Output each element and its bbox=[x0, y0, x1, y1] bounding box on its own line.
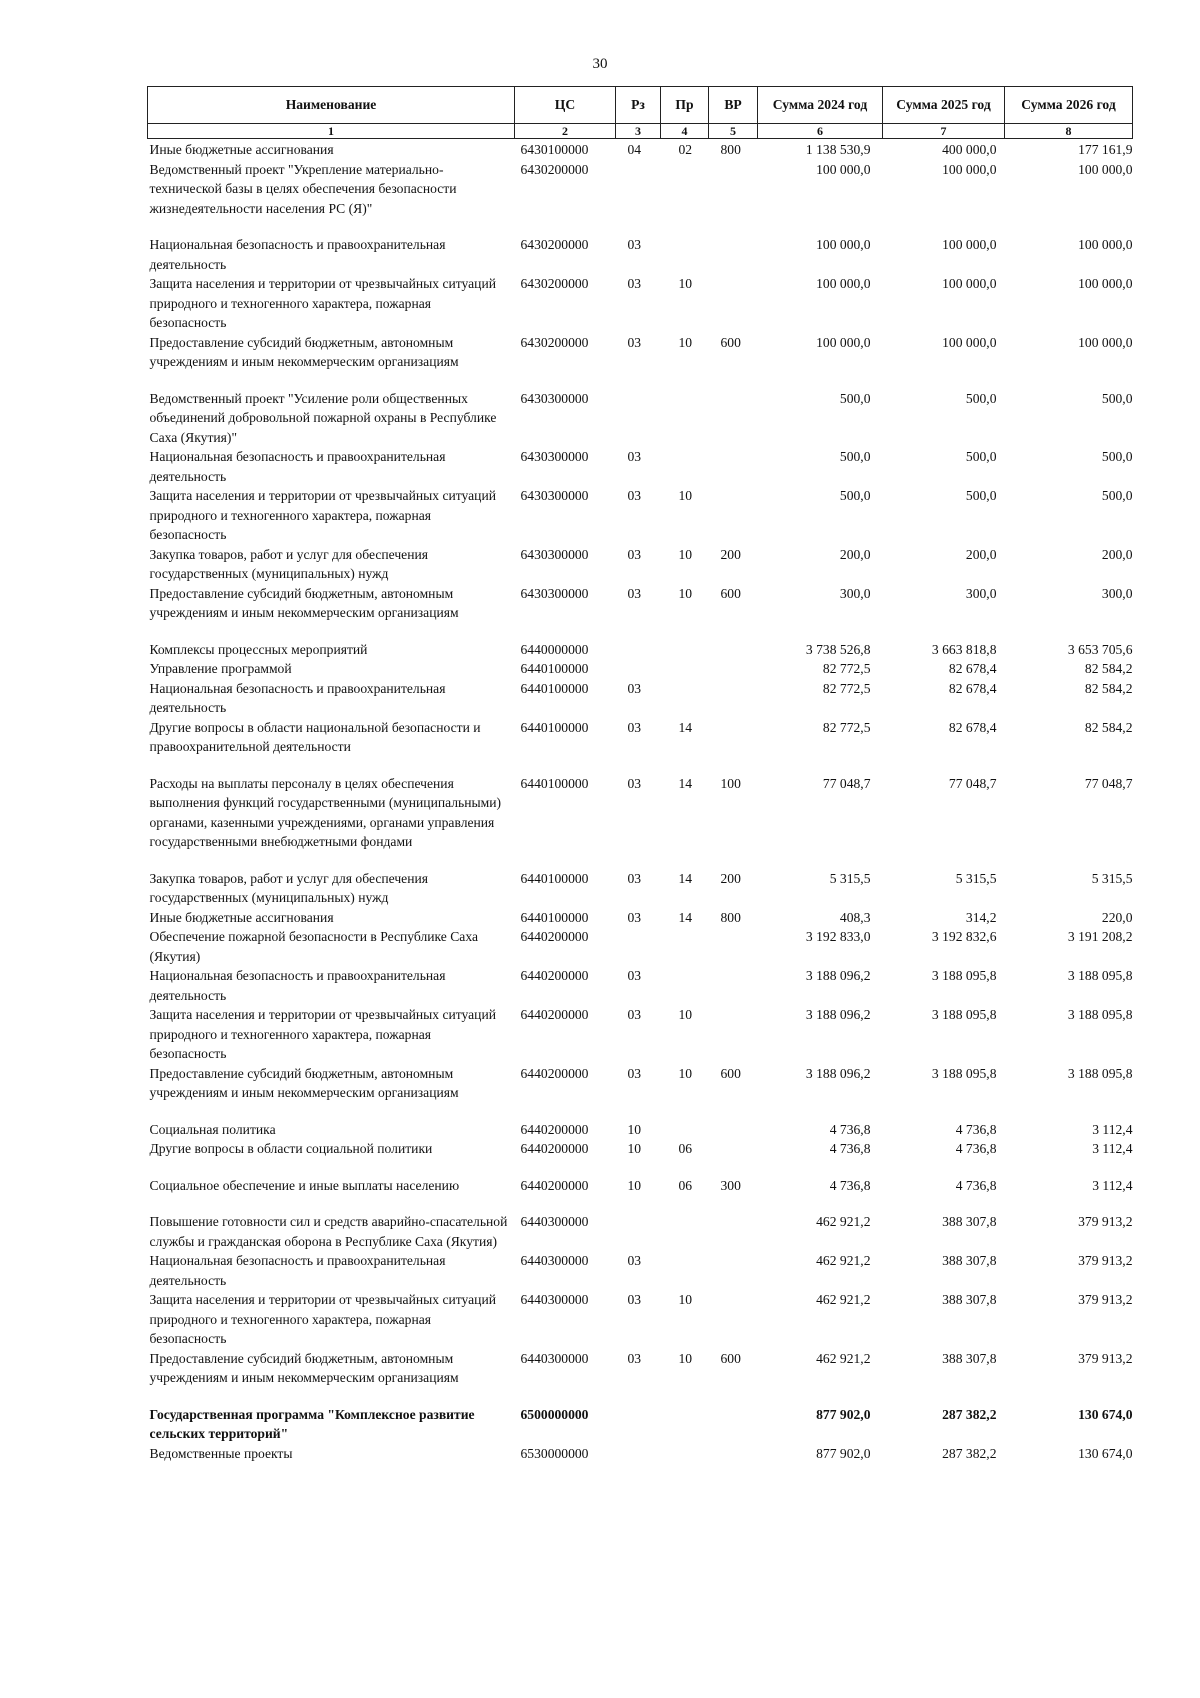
table-row bbox=[148, 869, 1133, 908]
row-sum-2025: 400 000,0 bbox=[942, 142, 997, 157]
row-cs: 6430300000 bbox=[520, 585, 589, 601]
row-rz: 03 bbox=[627, 719, 642, 735]
row-sum-2024: 5 315,5 bbox=[829, 870, 871, 886]
row-sum-2026: 3 188 095,8 bbox=[1067, 1065, 1133, 1081]
table-row bbox=[148, 1064, 1133, 1120]
row-sum-2024: 877 902,0 bbox=[816, 1445, 871, 1461]
row-name: Социальное обеспечение и иные выплаты населению bbox=[149, 1177, 460, 1193]
row-sum-2026: 3 653 705,6 bbox=[1067, 641, 1133, 657]
table-row bbox=[148, 235, 1133, 274]
row-sum-2025: 500,0 bbox=[965, 390, 997, 406]
row-vr bbox=[709, 1251, 758, 1290]
row-sum-2024: 100 000,0 bbox=[816, 237, 871, 252]
row-sum-2025: 5 315,5 bbox=[955, 870, 997, 886]
row-vr: 200 bbox=[720, 546, 741, 562]
row-sum-2026: 82 584,2 bbox=[1084, 719, 1133, 735]
row-pr: 10 bbox=[678, 585, 693, 601]
row-pr bbox=[661, 1444, 709, 1464]
row-vr bbox=[709, 1139, 758, 1176]
row-name: Национальная безопасность и правоохранительная деятельность bbox=[149, 449, 446, 484]
row-pr bbox=[661, 927, 709, 966]
col-header-pr: Пр bbox=[661, 87, 709, 124]
row-vr: 600 bbox=[720, 334, 741, 350]
row-rz: 03 bbox=[627, 585, 642, 601]
row-sum-2025: 3 188 095,8 bbox=[931, 968, 997, 983]
row-cs: 6440200000 bbox=[520, 929, 589, 944]
table-row bbox=[148, 1212, 1133, 1251]
row-sum-2024: 200,0 bbox=[839, 546, 871, 562]
col-header-sum-2024: Сумма 2024 год bbox=[758, 87, 883, 124]
row-sum-2025: 100 000,0 bbox=[942, 237, 997, 252]
row-vr bbox=[709, 640, 758, 660]
row-sum-2026: 379 913,2 bbox=[1078, 1214, 1133, 1229]
row-rz: 03 bbox=[627, 1350, 642, 1366]
row-rz: 03 bbox=[627, 1065, 642, 1081]
table-row bbox=[148, 1349, 1133, 1405]
row-cs: 6440100000 bbox=[520, 909, 589, 925]
table-row bbox=[148, 1139, 1133, 1176]
row-cs: 6440300000 bbox=[520, 1350, 589, 1366]
row-rz: 03 bbox=[627, 488, 642, 503]
row-sum-2024: 4 736,8 bbox=[829, 1141, 871, 1156]
row-pr: 10 bbox=[678, 1007, 693, 1022]
row-name: Предоставление субсидий бюджетным, автономным учреждениям и иным некоммерческим организациям bbox=[149, 585, 459, 620]
row-name: Национальная безопасность и правоохранительная деятельность bbox=[149, 1253, 446, 1288]
row-sum-2025: 100 000,0 bbox=[942, 161, 997, 177]
row-sum-2025: 388 307,8 bbox=[942, 1214, 997, 1229]
row-vr: 100 bbox=[720, 775, 741, 791]
row-cs: 6430300000 bbox=[520, 449, 589, 464]
table-row bbox=[148, 1405, 1133, 1444]
row-rz bbox=[616, 389, 661, 448]
table-row bbox=[148, 1005, 1133, 1064]
row-sum-2025: 4 736,8 bbox=[955, 1121, 997, 1137]
row-rz: 03 bbox=[627, 870, 642, 886]
row-name: Предоставление субсидий бюджетным, автономным учреждениям и иным некоммерческим организациям bbox=[149, 334, 459, 369]
row-pr bbox=[661, 659, 709, 679]
col-number: 7 bbox=[883, 124, 1005, 139]
col-number: 5 bbox=[709, 124, 758, 139]
row-rz: 03 bbox=[627, 909, 642, 925]
row-cs: 6440300000 bbox=[520, 1253, 589, 1268]
row-rz bbox=[616, 160, 661, 236]
table-row bbox=[148, 447, 1133, 486]
row-sum-2026: 130 674,0 bbox=[1078, 1445, 1133, 1461]
row-sum-2025: 3 192 832,6 bbox=[931, 929, 997, 944]
row-rz: 03 bbox=[627, 237, 642, 252]
row-sum-2025: 3 188 095,8 bbox=[931, 1007, 997, 1022]
row-sum-2024: 100 000,0 bbox=[816, 276, 871, 291]
table-body bbox=[148, 139, 1133, 1464]
row-sum-2024: 462 921,2 bbox=[816, 1253, 871, 1268]
table-row bbox=[148, 1444, 1133, 1464]
row-sum-2025: 200,0 bbox=[965, 546, 997, 562]
row-name: Расходы на выплаты персоналу в целях обеспечения выполнения функций государственными (муниципальными) органами, казенными учреждениями, органами управления государственными внебюджетными фондами bbox=[149, 775, 502, 849]
row-name: Предоставление субсидий бюджетным, автономным учреждениям и иным некоммерческим организациям bbox=[149, 1065, 459, 1100]
row-rz: 03 bbox=[627, 1292, 642, 1307]
row-name: Комплексы процессных мероприятий bbox=[149, 641, 368, 657]
row-sum-2026: 177 161,9 bbox=[1078, 142, 1133, 157]
table-row bbox=[148, 139, 1133, 160]
row-pr: 14 bbox=[678, 719, 693, 735]
row-cs: 6440100000 bbox=[520, 719, 589, 735]
row-sum-2024: 4 736,8 bbox=[829, 1177, 871, 1193]
row-sum-2024: 4 736,8 bbox=[829, 1121, 871, 1137]
row-sum-2026: 3 188 095,8 bbox=[1067, 1007, 1133, 1022]
row-sum-2024: 77 048,7 bbox=[822, 775, 871, 791]
row-sum-2024: 408,3 bbox=[839, 909, 871, 925]
row-pr bbox=[661, 389, 709, 448]
row-pr bbox=[661, 640, 709, 660]
row-pr bbox=[661, 1405, 709, 1444]
row-vr bbox=[709, 447, 758, 486]
row-sum-2024: 3 188 096,2 bbox=[805, 968, 871, 983]
row-sum-2025: 287 382,2 bbox=[942, 1445, 997, 1461]
row-vr bbox=[709, 1005, 758, 1064]
row-vr bbox=[709, 966, 758, 1005]
row-sum-2025: 388 307,8 bbox=[942, 1253, 997, 1268]
row-sum-2024: 500,0 bbox=[839, 488, 871, 503]
row-sum-2024: 877 902,0 bbox=[816, 1406, 871, 1422]
row-sum-2026: 379 913,2 bbox=[1078, 1253, 1133, 1268]
row-cs: 6440100000 bbox=[520, 661, 589, 676]
row-pr bbox=[661, 679, 709, 718]
row-pr: 02 bbox=[678, 142, 693, 157]
row-sum-2025: 500,0 bbox=[965, 449, 997, 464]
row-sum-2024: 3 188 096,2 bbox=[805, 1007, 871, 1022]
table-row bbox=[148, 584, 1133, 640]
col-number: 6 bbox=[758, 124, 883, 139]
row-sum-2024: 300,0 bbox=[839, 585, 871, 601]
row-name: Национальная безопасность и правоохранительная деятельность bbox=[149, 968, 446, 1003]
table-row bbox=[148, 679, 1133, 718]
row-sum-2026: 82 584,2 bbox=[1084, 661, 1133, 676]
row-name: Национальная безопасность и правоохранительная деятельность bbox=[149, 680, 446, 715]
row-sum-2026: 300,0 bbox=[1101, 585, 1133, 601]
row-cs: 6440200000 bbox=[520, 968, 589, 983]
row-cs: 6440100000 bbox=[520, 870, 589, 886]
row-sum-2024: 82 772,5 bbox=[822, 680, 871, 696]
row-cs: 6430100000 bbox=[520, 142, 589, 157]
row-cs: 6430300000 bbox=[520, 546, 589, 562]
col-header-cs: ЦС bbox=[515, 87, 616, 124]
row-sum-2024: 3 738 526,8 bbox=[805, 641, 871, 657]
row-sum-2026: 77 048,7 bbox=[1084, 775, 1133, 791]
table-row bbox=[148, 927, 1133, 966]
row-rz bbox=[616, 640, 661, 660]
row-sum-2024: 3 192 833,0 bbox=[805, 929, 871, 944]
row-name: Ведомственный проект "Усиление роли общественных объединений добровольной пожарной охраны в Республике Саха (Якутия)" bbox=[149, 390, 497, 445]
col-header-rz: Рз bbox=[616, 87, 661, 124]
row-rz: 03 bbox=[627, 449, 642, 464]
row-sum-2025: 4 736,8 bbox=[955, 1177, 997, 1193]
row-pr: 10 bbox=[678, 276, 693, 291]
row-vr bbox=[709, 1120, 758, 1140]
row-name: Предоставление субсидий бюджетным, автономным учреждениям и иным некоммерческим организациям bbox=[149, 1350, 459, 1385]
column-number-row bbox=[148, 124, 1133, 139]
table-row bbox=[148, 774, 1133, 869]
row-sum-2026: 379 913,2 bbox=[1078, 1350, 1133, 1366]
row-sum-2026: 500,0 bbox=[1101, 449, 1133, 464]
table-row bbox=[148, 486, 1133, 545]
row-name: Повышение готовности сил и средств аварийно-спасательной службы и гражданская оборона в Республике Саха (Якутия) bbox=[149, 1214, 508, 1249]
row-vr bbox=[709, 1444, 758, 1464]
row-sum-2026: 100 000,0 bbox=[1078, 161, 1133, 177]
row-sum-2025: 500,0 bbox=[965, 488, 997, 503]
row-sum-2024: 3 188 096,2 bbox=[805, 1065, 871, 1081]
row-vr bbox=[709, 160, 758, 236]
row-vr: 600 bbox=[720, 585, 741, 601]
row-vr bbox=[709, 1212, 758, 1251]
col-number: 8 bbox=[1005, 124, 1133, 139]
row-cs: 6430200000 bbox=[520, 334, 589, 350]
row-pr bbox=[661, 1251, 709, 1290]
table-row bbox=[148, 718, 1133, 774]
row-cs: 6430200000 bbox=[520, 237, 589, 252]
row-sum-2025: 82 678,4 bbox=[948, 661, 997, 676]
row-sum-2025: 3 663 818,8 bbox=[931, 641, 997, 657]
row-sum-2025: 82 678,4 bbox=[948, 719, 997, 735]
row-cs: 6500000000 bbox=[520, 1406, 589, 1422]
table-row bbox=[148, 389, 1133, 448]
row-vr: 600 bbox=[720, 1065, 741, 1081]
row-cs: 6440200000 bbox=[520, 1121, 589, 1137]
row-pr: 06 bbox=[678, 1141, 693, 1156]
row-name: Ведомственный проект "Укрепление материально-технической базы в целях обеспечения безопасности жизнедеятельности населения РС (Я)" bbox=[149, 161, 457, 216]
row-pr: 10 bbox=[678, 1350, 693, 1366]
row-name: Защита населения и территории от чрезвычайных ситуаций природного и техногенного характера, пожарная безопасность bbox=[149, 276, 497, 330]
col-header-vr: ВР bbox=[709, 87, 758, 124]
row-rz: 04 bbox=[627, 142, 642, 157]
row-pr: 10 bbox=[678, 1065, 693, 1081]
row-sum-2025: 388 307,8 bbox=[942, 1292, 997, 1307]
row-rz: 10 bbox=[627, 1177, 642, 1193]
row-vr bbox=[709, 486, 758, 545]
col-number: 4 bbox=[661, 124, 709, 139]
row-rz: 03 bbox=[627, 334, 642, 350]
row-rz bbox=[616, 659, 661, 679]
row-pr: 14 bbox=[678, 775, 693, 791]
row-sum-2026: 3 112,4 bbox=[1092, 1121, 1133, 1137]
row-sum-2025: 77 048,7 bbox=[948, 775, 997, 791]
col-header-sum-2026: Сумма 2026 год bbox=[1005, 87, 1133, 124]
budget-table bbox=[147, 86, 1133, 1463]
row-pr: 14 bbox=[678, 870, 693, 886]
row-rz bbox=[616, 1405, 661, 1444]
row-sum-2026: 3 188 095,8 bbox=[1067, 968, 1133, 983]
row-sum-2025: 300,0 bbox=[965, 585, 997, 601]
row-pr bbox=[661, 235, 709, 274]
row-sum-2024: 100 000,0 bbox=[816, 334, 871, 350]
row-cs: 6440200000 bbox=[520, 1177, 589, 1193]
col-header-sum-2025: Сумма 2025 год bbox=[883, 87, 1005, 124]
row-name: Государственная программа "Комплексное развитие сельских территорий" bbox=[149, 1406, 475, 1441]
row-vr: 800 bbox=[720, 142, 741, 157]
row-sum-2025: 3 188 095,8 bbox=[931, 1065, 997, 1081]
row-sum-2024: 500,0 bbox=[839, 390, 871, 406]
row-sum-2026: 100 000,0 bbox=[1078, 276, 1133, 291]
row-vr bbox=[709, 927, 758, 966]
row-sum-2025: 388 307,8 bbox=[942, 1350, 997, 1366]
row-sum-2026: 130 674,0 bbox=[1078, 1406, 1133, 1422]
row-cs: 6440300000 bbox=[520, 1214, 589, 1229]
col-number: 3 bbox=[616, 124, 661, 139]
row-cs: 6440000000 bbox=[520, 641, 589, 657]
table-row bbox=[148, 1120, 1133, 1140]
row-pr bbox=[661, 966, 709, 1005]
row-name: Управление программой bbox=[149, 661, 292, 676]
row-vr bbox=[709, 659, 758, 679]
table-row bbox=[148, 160, 1133, 236]
row-name: Национальная безопасность и правоохранительная деятельность bbox=[149, 237, 446, 272]
table-row bbox=[148, 274, 1133, 333]
table-row bbox=[148, 1251, 1133, 1290]
row-cs: 6440100000 bbox=[520, 775, 589, 791]
row-sum-2026: 100 000,0 bbox=[1078, 334, 1133, 350]
row-cs: 6440200000 bbox=[520, 1007, 589, 1022]
row-sum-2026: 82 584,2 bbox=[1084, 680, 1133, 696]
row-sum-2025: 287 382,2 bbox=[942, 1406, 997, 1422]
row-pr bbox=[661, 1212, 709, 1251]
row-rz: 10 bbox=[627, 1141, 642, 1156]
table-row bbox=[148, 545, 1133, 584]
row-sum-2024: 462 921,2 bbox=[816, 1350, 871, 1366]
row-name: Социальная политика bbox=[149, 1121, 276, 1137]
row-vr bbox=[709, 718, 758, 774]
row-sum-2025: 100 000,0 bbox=[942, 276, 997, 291]
row-sum-2024: 82 772,5 bbox=[822, 719, 871, 735]
row-vr bbox=[709, 679, 758, 718]
row-sum-2026: 220,0 bbox=[1101, 909, 1133, 925]
row-sum-2024: 500,0 bbox=[839, 449, 871, 464]
row-name: Другие вопросы в области социальной политики bbox=[149, 1141, 433, 1156]
row-name: Закупка товаров, работ и услуг для обеспечения государственных (муниципальных) нужд bbox=[149, 870, 428, 905]
table-row bbox=[148, 1290, 1133, 1349]
row-pr: 10 bbox=[678, 488, 693, 503]
row-sum-2026: 3 191 208,2 bbox=[1067, 929, 1133, 944]
table-row bbox=[148, 966, 1133, 1005]
row-sum-2024: 462 921,2 bbox=[816, 1214, 871, 1229]
row-sum-2024: 1 138 530,9 bbox=[805, 142, 871, 157]
row-pr: 06 bbox=[678, 1177, 693, 1193]
row-name: Защита населения и территории от чрезвычайных ситуаций природного и техногенного характера, пожарная безопасность bbox=[149, 1007, 497, 1061]
row-rz: 03 bbox=[627, 276, 642, 291]
table-row bbox=[148, 659, 1133, 679]
row-rz: 03 bbox=[627, 1253, 642, 1268]
row-cs: 6430200000 bbox=[520, 161, 589, 177]
row-cs: 6440200000 bbox=[520, 1065, 589, 1081]
row-sum-2026: 5 315,5 bbox=[1091, 870, 1133, 886]
row-sum-2026: 379 913,2 bbox=[1078, 1292, 1133, 1307]
row-vr bbox=[709, 1405, 758, 1444]
row-name: Защита населения и территории от чрезвычайных ситуаций природного и техногенного характера, пожарная безопасность bbox=[149, 488, 497, 542]
row-vr bbox=[709, 389, 758, 448]
row-cs: 6440200000 bbox=[520, 1141, 589, 1156]
row-sum-2024: 462 921,2 bbox=[816, 1292, 871, 1307]
row-sum-2025: 314,2 bbox=[965, 909, 997, 925]
row-vr bbox=[709, 1290, 758, 1349]
row-cs: 6430300000 bbox=[520, 488, 589, 503]
row-cs: 6440100000 bbox=[520, 680, 589, 696]
row-name: Защита населения и территории от чрезвычайных ситуаций природного и техногенного характера, пожарная безопасность bbox=[149, 1292, 497, 1346]
row-sum-2026: 3 112,4 bbox=[1092, 1141, 1133, 1156]
row-sum-2024: 100 000,0 bbox=[816, 161, 871, 177]
row-sum-2026: 3 112,4 bbox=[1092, 1177, 1133, 1193]
row-pr: 14 bbox=[678, 909, 693, 925]
header-row bbox=[148, 87, 1133, 124]
page-number: 30 bbox=[592, 56, 608, 72]
table-row bbox=[148, 1176, 1133, 1213]
row-pr bbox=[661, 1120, 709, 1140]
row-pr: 10 bbox=[678, 334, 693, 350]
row-vr: 200 bbox=[720, 870, 741, 886]
col-number: 1 bbox=[148, 124, 515, 139]
row-pr: 10 bbox=[678, 1292, 693, 1307]
row-name: Ведомственные проекты bbox=[149, 1445, 293, 1461]
row-vr bbox=[709, 274, 758, 333]
row-rz: 03 bbox=[627, 775, 642, 791]
row-name: Другие вопросы в области национальной безопасности и правоохранительной деятельности bbox=[149, 719, 481, 754]
row-sum-2025: 82 678,4 bbox=[948, 680, 997, 696]
row-pr: 10 bbox=[678, 546, 693, 562]
row-name: Обеспечение пожарной безопасности в Республике Саха (Якутия) bbox=[149, 929, 478, 964]
row-sum-2026: 100 000,0 bbox=[1078, 237, 1133, 252]
row-rz bbox=[616, 1212, 661, 1251]
row-rz: 10 bbox=[627, 1121, 642, 1137]
row-rz bbox=[616, 927, 661, 966]
table-row bbox=[148, 908, 1133, 928]
row-name: Иные бюджетные ассигнования bbox=[149, 909, 334, 925]
row-rz: 03 bbox=[627, 680, 642, 696]
row-pr bbox=[661, 160, 709, 236]
row-vr: 800 bbox=[720, 909, 741, 925]
col-number: 2 bbox=[515, 124, 616, 139]
row-rz: 03 bbox=[627, 1007, 642, 1022]
row-cs: 6430200000 bbox=[520, 276, 589, 291]
row-sum-2026: 500,0 bbox=[1101, 390, 1133, 406]
row-sum-2025: 4 736,8 bbox=[955, 1141, 997, 1156]
row-rz: 03 bbox=[627, 968, 642, 983]
row-sum-2026: 200,0 bbox=[1101, 546, 1133, 562]
row-sum-2026: 500,0 bbox=[1101, 488, 1133, 503]
table-row bbox=[148, 640, 1133, 660]
row-cs: 6430300000 bbox=[520, 390, 589, 406]
row-pr bbox=[661, 447, 709, 486]
row-vr: 300 bbox=[720, 1177, 741, 1193]
row-sum-2025: 100 000,0 bbox=[942, 334, 997, 350]
row-vr: 600 bbox=[720, 1350, 741, 1366]
row-rz: 03 bbox=[627, 546, 642, 562]
row-name: Закупка товаров, работ и услуг для обеспечения государственных (муниципальных) нужд bbox=[149, 546, 428, 581]
row-sum-2024: 82 772,5 bbox=[822, 661, 871, 676]
row-rz bbox=[616, 1444, 661, 1464]
row-cs: 6440300000 bbox=[520, 1292, 589, 1307]
row-name: Иные бюджетные ассигнования bbox=[149, 142, 334, 157]
row-cs: 6530000000 bbox=[520, 1445, 589, 1461]
row-vr bbox=[709, 235, 758, 274]
col-header-name: Наименование bbox=[148, 87, 515, 124]
table-row bbox=[148, 333, 1133, 389]
